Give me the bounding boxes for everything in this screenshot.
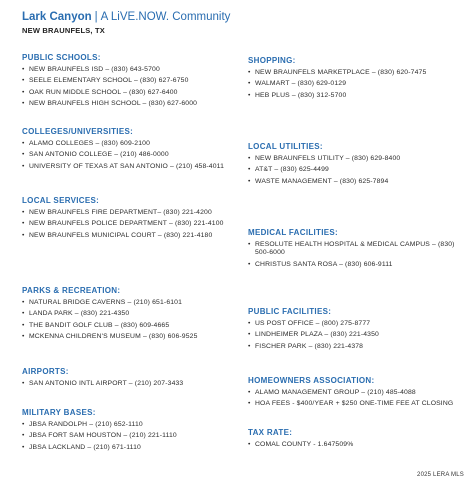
list-item: • WALMART – (830) 629-0129 [248,80,463,88]
section-title: LOCAL UTILITIES: [248,142,323,151]
contact-list [248,441,463,449]
section-military [22,408,237,455]
list-item: • NEW BRAUNFELS ISD – (830) 643-5700 [22,66,237,74]
section-title: SHOPPING: [248,56,296,65]
contact-list [22,380,237,388]
page-header [22,10,230,35]
section-colleges [22,127,237,174]
list-item: • COMAL COUNTY - 1.647509% [248,441,463,449]
list-item: • MCKENNA CHILDREN'S MUSEUM – (830) 606-9525 [22,333,237,341]
community-tagline: A LiVE.NOW. Community [100,11,231,23]
section-title: MILITARY BASES: [22,408,96,417]
list-item: • FISCHER PARK – (830) 221-4378 [248,343,463,351]
title-separator: | [94,11,98,23]
list-item: • WASTE MANAGEMENT – (830) 625-7894 [248,178,463,186]
section-public-facilities [248,307,463,354]
section-shopping [248,56,463,103]
contact-list [248,320,463,351]
section-title: AIRPORTS: [22,367,69,376]
list-item: • NEW BRAUNFELS FIRE DEPARTMENT– (830) 221-4200 [22,209,237,217]
list-item: • NEW BRAUNFELS MARKETPLACE – (830) 620-7475 [248,69,463,77]
list-item: • SAN ANTONIO COLLEGE – (210) 486-0000 [22,151,237,159]
list-item: • RESOLUTE HEALTH HOSPITAL & MEDICAL CAMPUS – (830) 500-6000 [248,241,463,258]
contact-list [22,66,237,108]
section-public-schools [22,53,237,111]
list-item: • NEW BRAUNFELS UTILITY – (830) 629-8400 [248,155,463,163]
contact-list [22,421,237,452]
mls-watermark: 2025 LERA MLS [417,472,464,478]
section-title: PUBLIC SCHOOLS: [22,53,101,62]
title-line [22,10,230,24]
contact-list [248,389,463,409]
list-item: • NEW BRAUNFELS MUNICIPAL COURT – (830) 221-4180 [22,232,237,240]
list-item: • ALAMO MANAGEMENT GROUP – (210) 485-4088 [248,389,463,397]
section-title: LOCAL SERVICES: [22,196,100,205]
list-item: • LINDHEIMER PLAZA – (830) 221-4350 [248,331,463,339]
section-medical [248,228,463,272]
list-item: • HEB PLUS – (830) 312-5700 [248,92,463,100]
list-item: • LANDA PARK – (830) 221-4350 [22,310,237,318]
list-item: • JBSA LACKLAND – (210) 671-1110 [22,444,237,452]
list-item: • AT&T – (830) 625-4499 [248,166,463,174]
section-utilities [248,142,463,189]
contact-list [248,69,463,100]
section-hoa [248,376,463,412]
section-local-services [22,196,237,243]
list-item: • JBSA RANDOLPH – (210) 652-1110 [22,421,237,429]
list-item: • NEW BRAUNFELS HIGH SCHOOL – (830) 627-6000 [22,100,237,108]
list-item: • SEELE ELEMENTARY SCHOOL – (830) 627-6750 [22,77,237,85]
section-title: PARKS & RECREATION: [22,286,121,295]
city-label: NEW BRAUNFELS, TX [22,26,105,35]
list-item: • THE BANDIT GOLF CLUB – (830) 609-4665 [22,322,237,330]
list-item: • CHRISTUS SANTA ROSA – (830) 606-9111 [248,261,463,269]
section-title: TAX RATE: [248,428,293,437]
list-item: • OAK RUN MIDDLE SCHOOL – (830) 627-6400 [22,89,237,97]
community-name: Lark Canyon [22,11,92,23]
section-title: HOMEOWNERS ASSOCIATION: [248,376,375,385]
contact-list [22,299,237,341]
section-title: MEDICAL FACILITIES: [248,228,338,237]
list-item: • US POST OFFICE – (800) 275-8777 [248,320,463,328]
list-item: • ALAMO COLLEGES – (830) 609-2100 [22,140,237,148]
section-title: COLLEGES/UNIVERSITIES: [22,127,134,136]
list-item: • HOA FEES - $400/YEAR + $250 ONE-TIME FEE AT CLOSING [248,400,463,408]
list-item: • NATURAL BRIDGE CAVERNS – (210) 651-6101 [22,299,237,307]
section-parks [22,286,237,344]
contact-list [22,209,237,240]
list-item: • JBSA FORT SAM HOUSTON – (210) 221-1110 [22,432,237,440]
contact-list [248,155,463,186]
section-airports [22,367,237,391]
section-tax-rate [248,428,463,452]
list-item: • NEW BRAUNFELS POLICE DEPARTMENT – (830) 221-4100 [22,220,237,228]
contact-list [22,140,237,171]
list-item: • UNIVERSITY OF TEXAS AT SAN ANTONIO – (210) 458-4011 [22,163,237,171]
list-item: • SAN ANTONIO INTL AIRPORT – (210) 207-3433 [22,380,237,388]
contact-list [248,241,463,269]
section-title: PUBLIC FACILITIES: [248,307,332,316]
